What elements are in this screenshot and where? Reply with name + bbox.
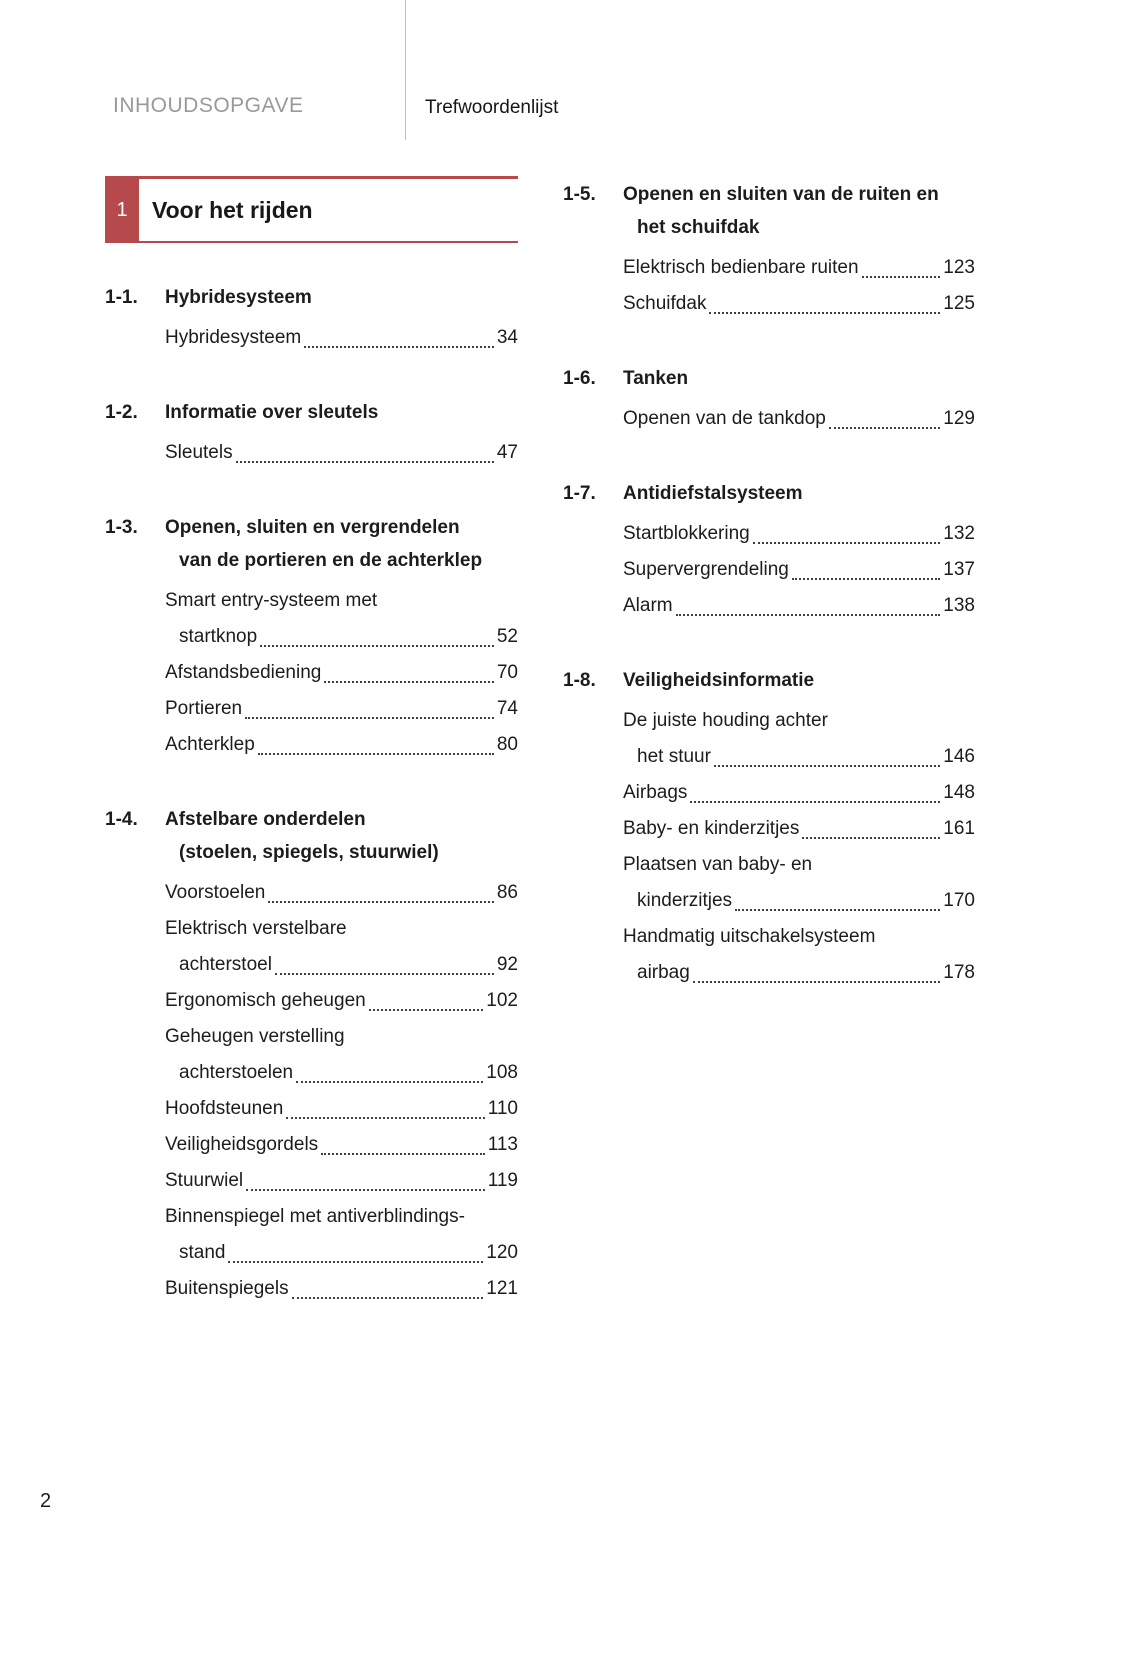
toc-page-ref: 108	[486, 1062, 518, 1083]
section-title: Tanken	[623, 368, 689, 389]
toc-entry	[165, 1127, 518, 1163]
section-title-continued: van de portieren en de achterklep	[179, 550, 483, 571]
toc-page-ref: 102	[486, 990, 518, 1011]
toc-section-1-3	[105, 511, 518, 763]
toc-page-ref: 170	[943, 890, 975, 911]
toc-page-ref: 34	[496, 327, 518, 348]
toc-entry-leader-line	[165, 1235, 518, 1271]
header-divider	[405, 0, 406, 140]
dot-leader	[268, 901, 494, 903]
section-title-continued: (stoelen, spiegels, stuurwiel)	[179, 842, 439, 863]
section-entries	[165, 875, 518, 1307]
toc-page-ref: 123	[943, 257, 975, 278]
section-heading-row	[105, 803, 518, 836]
toc-entry-leader-line	[165, 1055, 518, 1091]
toc-entry-leader-line	[623, 955, 975, 991]
section-number: 1-4.	[105, 809, 138, 830]
section-number: 1-2.	[105, 402, 138, 423]
toc-entry-leader-line	[165, 1163, 518, 1199]
section-title: Informatie over sleutels	[165, 402, 379, 423]
contents-header: INHOUDSOPGAVE	[113, 94, 304, 117]
toc-page-ref: 125	[943, 293, 975, 314]
section-heading-row	[105, 396, 518, 429]
toc-entry	[623, 401, 975, 437]
dot-leader	[245, 717, 494, 719]
dot-leader	[862, 276, 941, 278]
toc-entry-label: startknop	[179, 626, 258, 647]
toc-entry-line: Smart entry-systeem met	[165, 590, 378, 611]
toc-entry-leader-line	[623, 401, 975, 437]
section-entries	[165, 435, 518, 471]
toc-entry-label: Sleutels	[165, 442, 233, 463]
toc-entry	[623, 847, 975, 919]
toc-page-ref: 129	[943, 408, 975, 429]
toc-entry	[165, 583, 518, 655]
toc-entry-leader-line	[165, 1127, 518, 1163]
index-header: Trefwoordenlijst	[425, 97, 559, 118]
toc-entry-label: Baby- en kinderzitjes	[623, 818, 800, 839]
toc-page-ref: 80	[496, 734, 518, 755]
section-number: 1-8.	[563, 670, 596, 691]
toc-entry-label: Buitenspiegels	[165, 1278, 289, 1299]
toc-entry	[165, 875, 518, 911]
toc-entry	[623, 919, 975, 991]
section-entries	[623, 516, 975, 624]
section-entries	[165, 320, 518, 356]
toc-entry-leader-line	[165, 619, 518, 655]
toc-page-ref: 47	[496, 442, 518, 463]
section-heading-row	[563, 178, 975, 211]
dot-leader	[321, 1153, 485, 1155]
section-entries	[623, 703, 975, 991]
toc-section-1-5	[563, 178, 975, 322]
dot-leader	[228, 1261, 483, 1263]
toc-entry-label: Voorstoelen	[165, 882, 266, 903]
toc-page-ref: 132	[943, 523, 975, 544]
section-heading-row	[563, 362, 975, 395]
dot-leader	[792, 578, 940, 580]
toc-entry-leader-line	[165, 727, 518, 763]
toc-section-1-4	[105, 803, 518, 1307]
dot-leader	[802, 837, 940, 839]
dot-leader	[296, 1081, 483, 1083]
toc-entry-leader-line	[623, 552, 975, 588]
toc-page-ref: 74	[496, 698, 518, 719]
toc-entry	[623, 811, 975, 847]
section-heading-row	[105, 511, 518, 544]
toc-entry-line: De juiste houding achter	[623, 710, 828, 731]
toc-entry-label: het stuur	[637, 746, 711, 767]
toc-page-ref: 119	[487, 1170, 518, 1191]
toc-entry-leader-line	[165, 983, 518, 1019]
section-entries	[623, 250, 975, 322]
toc-entry	[623, 250, 975, 286]
toc-entry-leader-line	[623, 588, 975, 624]
dot-leader	[260, 645, 494, 647]
section-number: 1-3.	[105, 517, 138, 538]
section-title-continued: het schuifdak	[637, 217, 760, 238]
dot-leader	[292, 1297, 484, 1299]
section-number: 1-1.	[105, 287, 138, 308]
toc-entry-label: Ergonomisch geheugen	[165, 990, 366, 1011]
toc-entry-leader-line	[623, 883, 975, 919]
toc-entry-leader-line	[165, 875, 518, 911]
section-number: 1-5.	[563, 184, 596, 205]
toc-page-ref: 52	[496, 626, 518, 647]
toc-entry-label: Airbags	[623, 782, 688, 803]
toc-section-1-8	[563, 664, 975, 991]
toc-entry-label: stand	[179, 1242, 226, 1263]
toc-entry-label: Alarm	[623, 595, 673, 616]
toc-entry-label: Schuifdak	[623, 293, 707, 314]
section-title: Antidiefstalsysteem	[623, 483, 803, 504]
dot-leader	[709, 312, 940, 314]
section-title: Openen en sluiten van de ruiten en	[623, 184, 939, 205]
dot-leader	[275, 973, 494, 975]
toc-entry-line: Handmatig uitschakelsysteem	[623, 926, 876, 947]
dot-leader	[714, 765, 940, 767]
toc-entry	[623, 286, 975, 322]
toc-entry-label: kinderzitjes	[637, 890, 733, 911]
toc-entry-label: Hybridesysteem	[165, 327, 302, 348]
dot-leader	[246, 1189, 485, 1191]
toc-entry-leader-line	[623, 775, 975, 811]
toc-entry-line: Binnenspiegel met antiverblindings-	[165, 1206, 465, 1227]
toc-entry-leader-line	[165, 691, 518, 727]
toc-page-ref: 113	[487, 1134, 518, 1155]
toc-page-ref: 138	[943, 595, 975, 616]
toc-content	[105, 176, 1037, 1347]
dot-leader	[369, 1009, 484, 1011]
dot-leader	[258, 753, 494, 755]
toc-entry	[165, 911, 518, 983]
toc-entry-label: Hoofdsteunen	[165, 1098, 284, 1119]
toc-entry-label: Elektrisch bedienbare ruiten	[623, 257, 859, 278]
page-number: 2	[40, 1490, 52, 1512]
toc-sections-left	[105, 281, 518, 1347]
toc-entry-label: Stuurwiel	[165, 1170, 244, 1191]
toc-page-ref: 137	[943, 559, 975, 580]
toc-page-ref: 92	[496, 954, 518, 975]
toc-entry-leader-line	[165, 1091, 518, 1127]
toc-entry-label: Veiligheidsgordels	[165, 1134, 319, 1155]
toc-entry	[165, 1163, 518, 1199]
section-heading-row	[563, 664, 975, 697]
toc-entry	[165, 691, 518, 727]
toc-sections-right	[563, 178, 975, 1031]
toc-section-1-6	[563, 362, 975, 437]
toc-entry	[165, 1271, 518, 1307]
toc-entry-label: Openen van de tankdop	[623, 408, 826, 429]
toc-entry	[165, 727, 518, 763]
toc-entry-label: achterstoel	[179, 954, 272, 975]
toc-entry	[623, 703, 975, 775]
toc-entry-leader-line	[165, 320, 518, 356]
toc-entry	[623, 775, 975, 811]
toc-entry	[623, 588, 975, 624]
toc-entry-line: Plaatsen van baby- en	[623, 854, 813, 875]
toc-page-ref: 146	[943, 746, 975, 767]
section-heading-row	[563, 477, 975, 510]
toc-entry-line: Elektrisch verstelbare	[165, 918, 347, 939]
toc-entry-label: Afstandsbediening	[165, 662, 322, 683]
toc-entry	[165, 983, 518, 1019]
toc-entry	[623, 552, 975, 588]
dot-leader	[829, 427, 940, 429]
toc-page-ref: 86	[496, 882, 518, 903]
toc-column-left	[105, 176, 518, 1347]
dot-leader	[735, 909, 940, 911]
section-heading-row	[105, 281, 518, 314]
toc-entry-leader-line	[623, 516, 975, 552]
section-entries	[165, 583, 518, 763]
toc-entry-leader-line	[623, 286, 975, 322]
toc-entry-line: Geheugen verstelling	[165, 1026, 345, 1047]
toc-entry	[165, 1019, 518, 1091]
toc-column-right	[563, 176, 975, 1031]
dot-leader	[236, 461, 494, 463]
dot-leader	[324, 681, 494, 683]
toc-page-ref: 148	[943, 782, 975, 803]
dot-leader	[693, 981, 940, 983]
toc-page-ref: 161	[943, 818, 975, 839]
toc-entry-leader-line	[165, 947, 518, 983]
toc-entry-leader-line	[165, 1271, 518, 1307]
section-number: 1-6.	[563, 368, 596, 389]
section-entries	[623, 401, 975, 437]
toc-entry-label: Portieren	[165, 698, 243, 719]
dot-leader	[286, 1117, 484, 1119]
toc-entry	[165, 655, 518, 691]
toc-page-ref: 120	[486, 1242, 518, 1263]
toc-entry	[165, 1091, 518, 1127]
section-title: Veiligheidsinformatie	[623, 670, 815, 691]
toc-entry	[165, 435, 518, 471]
toc-section-1-7	[563, 477, 975, 624]
toc-entry-leader-line	[165, 655, 518, 691]
dot-leader	[690, 801, 940, 803]
toc-page-ref: 178	[943, 962, 975, 983]
dot-leader	[676, 614, 941, 616]
section-title: Hybridesysteem	[165, 287, 312, 308]
toc-page-ref: 121	[486, 1278, 518, 1299]
toc-entry-leader-line	[623, 250, 975, 286]
chapter-number-badge: 1	[105, 179, 139, 241]
dot-leader	[304, 346, 494, 348]
chapter-heading	[105, 176, 518, 243]
toc-entry	[165, 320, 518, 356]
toc-entry	[623, 516, 975, 552]
toc-entry-leader-line	[623, 811, 975, 847]
toc-page-ref: 70	[496, 662, 518, 683]
toc-page-ref: 110	[487, 1098, 518, 1119]
section-number: 1-7.	[563, 483, 596, 504]
section-title: Afstelbare onderdelen	[165, 809, 366, 830]
toc-entry-label: achterstoelen	[179, 1062, 294, 1083]
section-title: Openen, sluiten en vergrendelen	[165, 517, 460, 538]
toc-entry-label: Supervergrendeling	[623, 559, 789, 580]
toc-entry-label: Startblokkering	[623, 523, 750, 544]
toc-section-1-2	[105, 396, 518, 471]
toc-entry-leader-line	[623, 739, 975, 775]
toc-entry	[165, 1199, 518, 1271]
toc-entry-label: Achterklep	[165, 734, 255, 755]
toc-entry-leader-line	[165, 435, 518, 471]
chapter-title: Voor het rijden	[152, 196, 313, 223]
toc-entry-label: airbag	[637, 962, 690, 983]
dot-leader	[753, 542, 941, 544]
toc-section-1-1	[105, 281, 518, 356]
